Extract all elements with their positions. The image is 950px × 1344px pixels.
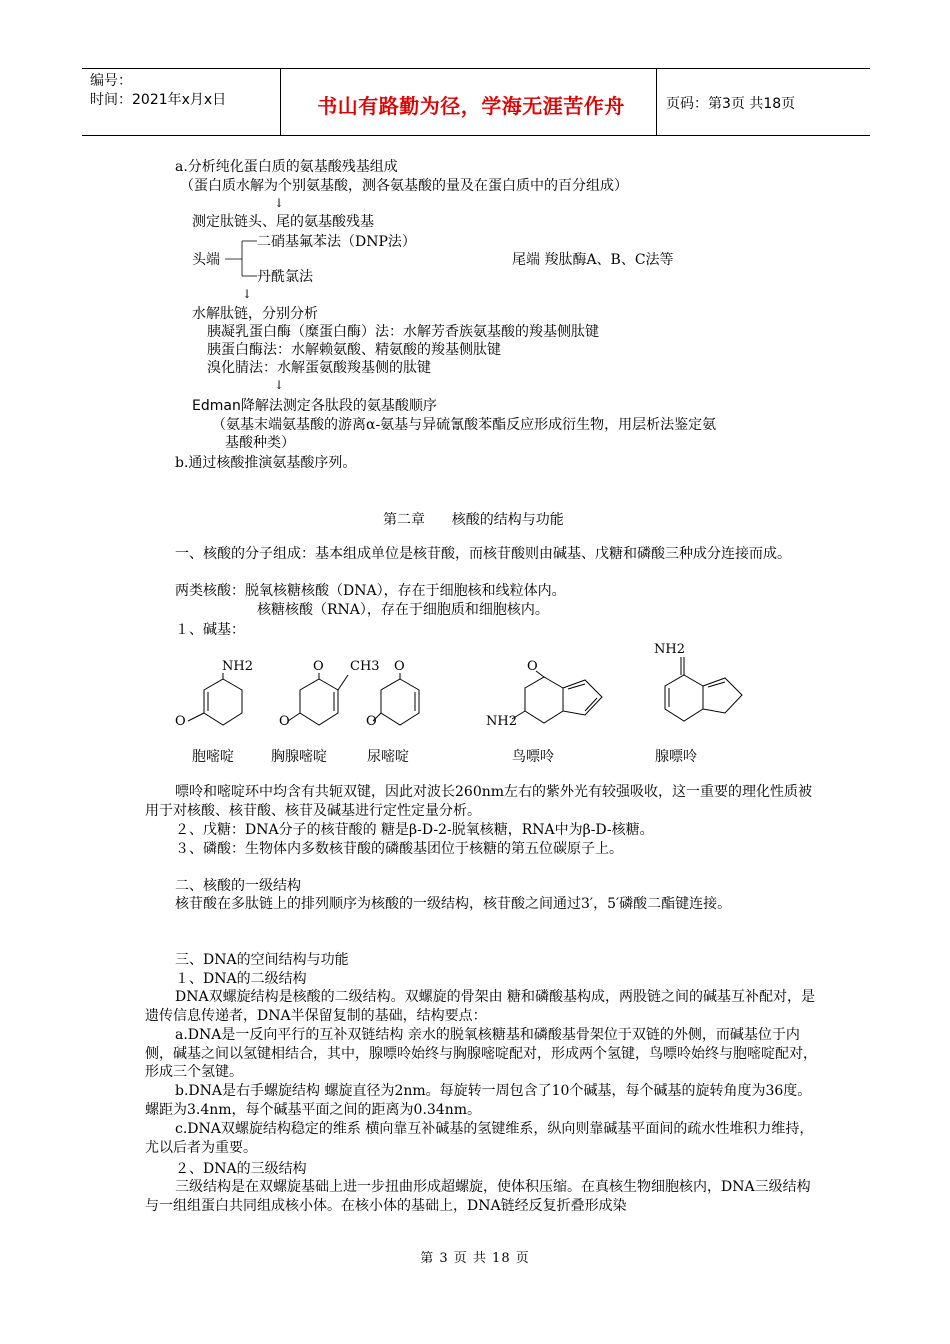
guanine-label: 鸟嘌呤 <box>512 749 554 765</box>
flow-step-hydrolysis: 水解肽链，分别分析 <box>192 306 318 322</box>
enzyme-trypsin: 胰蛋白酶法：水解赖氨酸、精氨酸的羧基侧肽键 <box>207 342 501 358</box>
paragraph-rna: 核糖核酸（RNA），存在于细胞质和细胞核内。 <box>257 602 549 618</box>
head-label: 头端 <box>192 252 220 268</box>
paragraph-point-a: a.DNA是一反向平行的互补双链结构 亲水的脱氧核糖基和磷酸基骨架位于双链的外侧，而碱基位于内侧，碱基之间以氢键相结合，其中，腺嘌呤始终与胸腺嘧啶配对，形成两个氢键，鸟嘌呤始终与胞嘧啶配对，形成三个氢键。 <box>145 1027 817 1080</box>
header-page-number: 页码：第3页 共18页 <box>666 96 796 112</box>
paragraph-tertiary: 三级结构是在双螺旋基础上进一步扭曲形成超螺旋，使体积压缩。在真核生物细胞核内，DNA三级结构与一组组蛋白共同组成核小体。在核小体的基础上，DNA链经反复折叠形成染 <box>145 1179 811 1214</box>
svg-text:CH3: CH3 <box>350 659 380 674</box>
tail-method: 尾端 羧肽酶A、B、C法等 <box>512 252 674 268</box>
paragraph-primary-structure: 核苷酸在多肽链上的排列顺序为核酸的一级结构，核苷酸之间通过3′，5′磷酸二酯键连接。 <box>175 896 732 912</box>
enzyme-cnbr: 溴化腈法：水解蛋氨酸羧基侧的肽键 <box>207 360 431 376</box>
cytosine-structure <box>188 673 242 725</box>
flow-arrow-icon: ↓ <box>274 196 285 210</box>
method-dnp: 二硝基氟苯法（DNP法） <box>257 234 416 250</box>
page-footer: 第 3 页 共 18 页 <box>420 1251 530 1266</box>
svg-text:NH2: NH2 <box>486 714 517 729</box>
edman-note-line1: （氨基末端氨基酸的游离α-氨基与异硫氰酸苯酯反应形成衍生物，用层析法鉴定氨 <box>212 417 717 433</box>
svg-text:O: O <box>313 659 324 674</box>
thymine-label: 胸腺嘧啶 <box>271 749 327 765</box>
subsection-tertiary: ２、DNA的三级结构 <box>175 1161 307 1177</box>
page-header <box>82 68 870 136</box>
header-top-rule <box>82 68 870 69</box>
flow-arrow-icon: ↓ <box>274 378 285 392</box>
flow-step-edman: Edman降解法测定各肽段的氨基酸顺序 <box>192 398 437 414</box>
adenine-label: 腺嘌呤 <box>655 749 697 765</box>
uracil-structure <box>373 673 419 725</box>
header-motto: 书山有路勤为径，学海无涯苦作舟 <box>317 94 625 118</box>
uracil-label: 尿嘧啶 <box>367 749 409 765</box>
svg-text:O: O <box>394 659 405 674</box>
svg-text:O: O <box>279 714 290 729</box>
svg-text:O: O <box>527 659 538 674</box>
paragraph-point-c: c.DNA双螺旋结构稳定的维系 横向靠互补碱基的氢键维系，纵向则靠碱基平面间的疏水性堆积力维持，尤以后者为重要。 <box>145 1121 814 1156</box>
flow-step-terminal: 测定肽链头、尾的氨基酸残基 <box>192 214 374 230</box>
header-time: 时间：2021年x月x日 <box>90 92 227 108</box>
section-spatial-title: 三、DNA的空间结构与功能 <box>175 952 349 968</box>
svg-text:O: O <box>366 714 377 729</box>
header-bottom-rule <box>82 135 870 136</box>
section-a-title: a.分析纯化蛋白质的氨基酸残基组成 <box>175 159 398 175</box>
bases-heading: １、碱基： <box>175 622 245 638</box>
subsection-secondary: １、DNA的二级结构 <box>175 971 307 987</box>
section-b-title: b.通过核酸推演氨基酸序列。 <box>175 455 357 471</box>
guanine-structure <box>512 671 602 723</box>
paragraph-uv-absorption: 嘌呤和嘧啶环中均含有共轭双键，因此对波长260nm左右的紫外光有较强吸收，这一重要的理化性质被用于对核酸、核苷酸、核苷及碱基进行定性定量分析。 <box>145 784 813 819</box>
method-dansyl: 丹酰氯法 <box>257 269 313 285</box>
paragraph-double-helix: DNA双螺旋结构是核酸的二级结构。双螺旋的骨架由 糖和磷酸基构成，两股链之间的碱基互补配对，是遗传信息传递者，DNA半保留复制的基础，结构要点： <box>145 989 816 1024</box>
edman-note-line2: 基酸种类） <box>225 435 295 451</box>
paragraph-composition: 一、核酸的分子组成：基本组成单位是核苷酸，而核苷酸则由碱基、戊糖和磷酸三种成分连接而成。 <box>175 546 791 562</box>
paragraph-phosphate: ３、磷酸：生物体内多数核苷酸的磷酸基团位于核糖的第五位碳原子上。 <box>175 841 623 857</box>
enzyme-chymotrypsin: 胰凝乳蛋白酶（糜蛋白酶）法：水解芳香族氨基酸的羧基侧肽键 <box>207 324 599 340</box>
svg-text:O: O <box>175 714 186 729</box>
header-meta <box>90 72 226 110</box>
paragraph-dna: 两类核酸：脱氧核糖核酸（DNA），存在于细胞核和线粒体内。 <box>175 583 566 599</box>
section-primary-title: 二、核酸的一级结构 <box>175 878 301 894</box>
flow-arrow-icon: ↓ <box>242 287 253 301</box>
header-number: 编号： <box>90 73 132 89</box>
chapter-title: 第二章 核酸的结构与功能 <box>383 512 564 528</box>
thymine-structure <box>288 673 348 725</box>
header-divider-left <box>280 68 281 136</box>
paragraph-point-b: b.DNA是右手螺旋结构 螺旋直径为2nm。每旋转一周包含了10个碱基，每个碱基的旋转角度为36度。螺距为3.4nm，每个碱基平面之间的距离为0.34nm。 <box>145 1083 812 1118</box>
adenine-structure <box>665 657 742 721</box>
header-divider-right <box>656 68 657 136</box>
section-a-note: （蛋白质水解为个别氨基酸，测各氨基酸的量及在蛋白质中的百分组成） <box>180 178 628 194</box>
svg-text:NH2: NH2 <box>654 642 685 657</box>
svg-text:NH2: NH2 <box>222 659 253 674</box>
paragraph-pentose: ２、戊糖：DNA分子的核苷酸的 糖是β-D-2-脱氧核糖，RNA中为β-D-核糖。 <box>175 822 654 838</box>
cytosine-label: 胞嘧啶 <box>192 749 234 765</box>
